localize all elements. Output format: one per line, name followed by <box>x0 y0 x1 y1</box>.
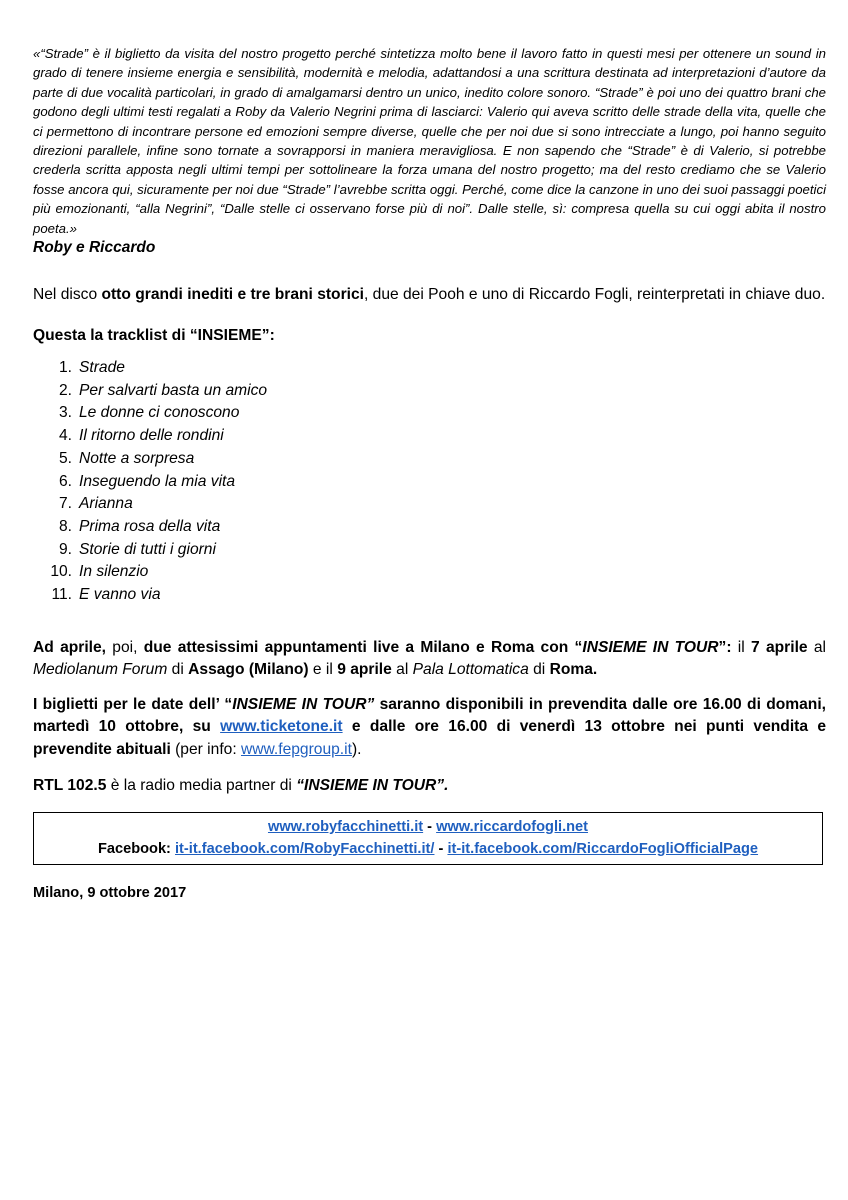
track-title: Arianna <box>79 495 133 513</box>
tracklist-heading <box>33 325 826 348</box>
tour-text: ”: <box>718 638 732 656</box>
tour-date: 7 aprile <box>751 638 808 656</box>
track-title: Inseguendo la mia vita <box>79 472 236 490</box>
list-item <box>33 516 826 539</box>
riccardofogli-link[interactable]: www.riccardofogli.net <box>436 818 589 835</box>
disco-text-2: , due dei Pooh e uno di Riccardo Fogli, reinterpretati in chiave duo. <box>364 286 826 304</box>
tour-venue: Mediolanum Forum <box>33 661 168 679</box>
list-item <box>33 357 826 380</box>
track-number: 7. <box>58 495 72 513</box>
track-number: 3. <box>58 404 72 422</box>
separator: - <box>423 818 437 835</box>
list-item <box>33 425 826 448</box>
facebook-roby-link[interactable]: it-it.facebook.com/RobyFacchinetti.it/ <box>174 840 435 857</box>
track-number: 9. <box>58 540 72 558</box>
tour-text: il <box>731 638 752 656</box>
tour-text: di <box>167 661 189 679</box>
tour-text: e il <box>308 661 338 679</box>
tour-text: Ad aprile, <box>33 638 107 656</box>
tracklist-heading-text: Questa la tracklist di “INSIEME”: <box>33 326 275 344</box>
track-number: 10. <box>50 563 72 581</box>
track-title: Il ritorno delle rondini <box>79 427 224 445</box>
tour-text: di <box>528 661 550 679</box>
fepgroup-link[interactable]: www.fepgroup.it <box>240 740 352 758</box>
websites-row <box>34 816 822 838</box>
ticketone-link[interactable]: www.ticketone.it <box>220 718 343 736</box>
tour-text: al <box>807 638 826 656</box>
press-release-page <box>33 44 826 901</box>
tour-name: “INSIEME IN TOUR”. <box>296 777 449 795</box>
track-title: E vanno via <box>79 586 161 604</box>
robyfacchinetti-link[interactable]: www.robyfacchinetti.it <box>267 818 424 835</box>
radio-paragraph <box>33 775 826 798</box>
tour-paragraph <box>33 637 826 682</box>
track-number: 6. <box>58 472 72 490</box>
links-box <box>33 812 823 865</box>
tickets-text: (per info: <box>170 740 241 758</box>
disco-text-1: Nel disco <box>33 286 102 304</box>
facebook-row <box>34 838 822 860</box>
tour-city: Roma. <box>549 661 598 679</box>
radio-name: RTL 102.5 <box>33 777 107 795</box>
facebook-riccardo-link[interactable]: it-it.facebook.com/RiccardoFogliOfficialPage <box>447 840 759 857</box>
tour-name: INSIEME IN TOUR” <box>232 695 375 713</box>
list-item <box>33 402 826 425</box>
tickets-text: e dalle ore 16.00 di venerdì 13 ottobre nei punti vendita e prevendite abituali <box>33 718 826 758</box>
track-number: 5. <box>58 449 72 467</box>
separator: - <box>434 840 448 857</box>
track-title: Strade <box>79 359 125 377</box>
track-title: Le donne ci conoscono <box>79 404 240 422</box>
disco-paragraph <box>33 284 826 307</box>
tracklist <box>33 357 826 607</box>
quote-signature: Roby e Riccardo <box>33 239 156 257</box>
tour-text: poi, <box>106 638 144 656</box>
disco-highlight: otto grandi inediti e tre brani storici <box>101 286 364 304</box>
document-date: Milano, 9 ottobre 2017 <box>33 884 187 901</box>
list-item <box>33 471 826 494</box>
radio-text: è la radio media partner di <box>106 777 297 795</box>
track-number: 4. <box>58 427 72 445</box>
list-item <box>33 539 826 562</box>
list-item <box>33 448 826 471</box>
tour-city: Assago (Milano) <box>188 661 309 679</box>
tour-date: 9 aprile <box>337 661 392 679</box>
tickets-text: saranno disponibili in prevendita dalle ore 16.00 di domani, martedì 10 ottobre, su <box>33 695 827 736</box>
track-title: Notte a sorpresa <box>79 449 195 467</box>
list-item <box>33 380 826 403</box>
track-number: 11. <box>51 586 72 604</box>
track-title: Prima rosa della vita <box>79 517 221 535</box>
tour-name: INSIEME IN TOUR <box>582 638 719 656</box>
tickets-paragraph <box>33 694 826 762</box>
track-number: 1. <box>58 359 72 377</box>
tickets-text: ). <box>351 740 362 758</box>
tour-text: due attesissimi appuntamenti live a Milano e Roma con “ <box>143 638 583 656</box>
track-title: Storie di tutti i giorni <box>79 540 216 558</box>
track-number: 8. <box>58 517 72 535</box>
list-item <box>33 561 826 584</box>
tour-venue: Pala Lottomatica <box>412 661 529 679</box>
track-number: 2. <box>58 381 72 399</box>
tour-text: al <box>391 661 413 679</box>
quote-paragraph: «“Strade” è il biglietto da visita del nostro progetto perché sintetizza molto bene il lavoro fatto in questi mesi per ottenere un sound in grado di tenere insieme energia e sensibilità, modernità e melodia, adattandosi a una scrittura destinata ad interpretazioni d’autore da parte di due vocalità particolari, in grado di amalgamarsi dentro un unico, inedito colore sonoro. “Strade” è poi uno dei quattro brani che godono degli ultimi testi regalati a Roby da Valerio Negrini prima di lasciarci: Valerio qui aveva scritto delle strade della vita, quelle che ci permettono di incontrare persone ed emozioni sempre diverse, quelle che per noi due si sono intrecciate a lungo, poi hanno seguito direzioni parallele, infine sono tornate a sovrapporsi in maniera meravigliosa. E non sapendo che “Strade” è di Valerio, si potrebbe crederla scritta apposta negli ultimi tempi per sottolineare la forza umana del nostro progetto; ma del resto crediamo che se Valerio fosse ancora qui, sicuramente per noi due “Strade” l’avrebbe scritta oggi. Perché, come dice la canzone in uno dei suoi passaggi poetici più emozionanti, “alla Negrini”, “Dalle stelle ci osservano forse più di noi”. Dalle stelle, sì: compresa quella su cui oggi abita il nostro poeta.» <box>33 46 826 236</box>
tickets-text: I biglietti per le date dell’ “ <box>33 695 233 713</box>
list-item <box>33 493 826 516</box>
facebook-label: Facebook: <box>97 840 175 857</box>
list-item <box>33 584 826 607</box>
track-title: Per salvarti basta un amico <box>79 381 268 399</box>
track-title: In silenzio <box>79 563 149 581</box>
